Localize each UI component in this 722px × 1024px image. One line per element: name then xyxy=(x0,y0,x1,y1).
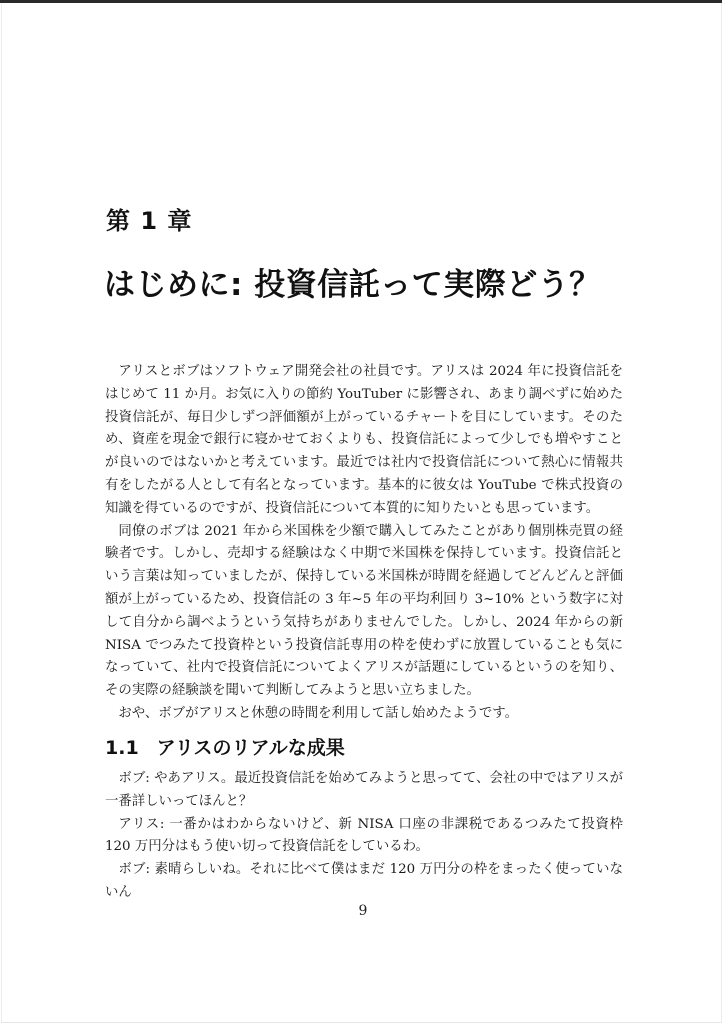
section-heading xyxy=(105,733,345,760)
dialog-text xyxy=(105,768,623,905)
section-number: 1.1 xyxy=(105,737,139,759)
intro-text xyxy=(105,361,623,726)
chapter-label: 第 1 章 xyxy=(106,207,193,235)
intro-paragraph-bob: 同僚のボブは 2021 年から米国株を少額で購入してみたことがあり個別株売買の経験者です。しかし、売却する経験はなく中期で米国株を保持しています。投資信託という言葉は知っていましたが、保持している米国株が時間を経過してどんどんと評価額が上がっているため、投資信託の 3 年~5 年の平均利回り 3~10% という数字に対して自分から調べようという気持ちがありませんでした。しかし、2024 年からの新 NISA でつみたて投資枠という投資信託専用の枠を使わずに放置していることも気になっていて、社内で投資信託についてよくアリスが話題にしているというのを知り、その実際の経験談を聞いて判断してみようと思い立ちました。 xyxy=(105,523,623,699)
document-page xyxy=(1,3,722,1023)
section-title: アリスのリアルな成果 xyxy=(156,737,345,759)
page-number: 9 xyxy=(358,903,368,919)
intro-paragraph-transition: おや、ボブがアリスと休憩の時間を利用して話し始めたようです。 xyxy=(118,705,518,721)
dialog-line-bob-2: ボブ: 素晴らしいね。それに比べて僕はまだ 120 万円分の枠をまったく使っていないん xyxy=(105,862,623,900)
dialog-line-alice-1: アリス: 一番かはわからないけど、新 NISA 口座の非課税であるつみたて投資枠 120 万円分はもう使い切って投資信託をしているわ。 xyxy=(105,816,623,855)
chapter-title: はじめに: 投資信託って実際どう？ xyxy=(104,267,601,303)
dialog-line-bob-1: ボブ: やあアリス。最近投資信託を始めてみようと思ってて、会社の中ではアリスが一番詳しいってほんと？ xyxy=(105,771,623,809)
intro-paragraph-alice: アリスとボブはソフトウェア開発会社の社員です。アリスは 2024 年に投資信託をはじめて 11 か月。お気に入りの節約 YouTuber に影響され、あまり調べずに始めた投資信託が、毎日少しずつ評価額が上がっているチャートを目にしています。そのため、資産を現金で銀行に寝かせておくよりも、投資信託によって少しでも増やすことが良いのではないかと考えています。最近では社内で投資信託について熱心に情報共有をしたがる人として有名となっています。基本的に彼女は YouTube で株式投資の知識を得ているのですが、投資信託について本質的に知りたいとも思っています。 xyxy=(105,364,623,516)
